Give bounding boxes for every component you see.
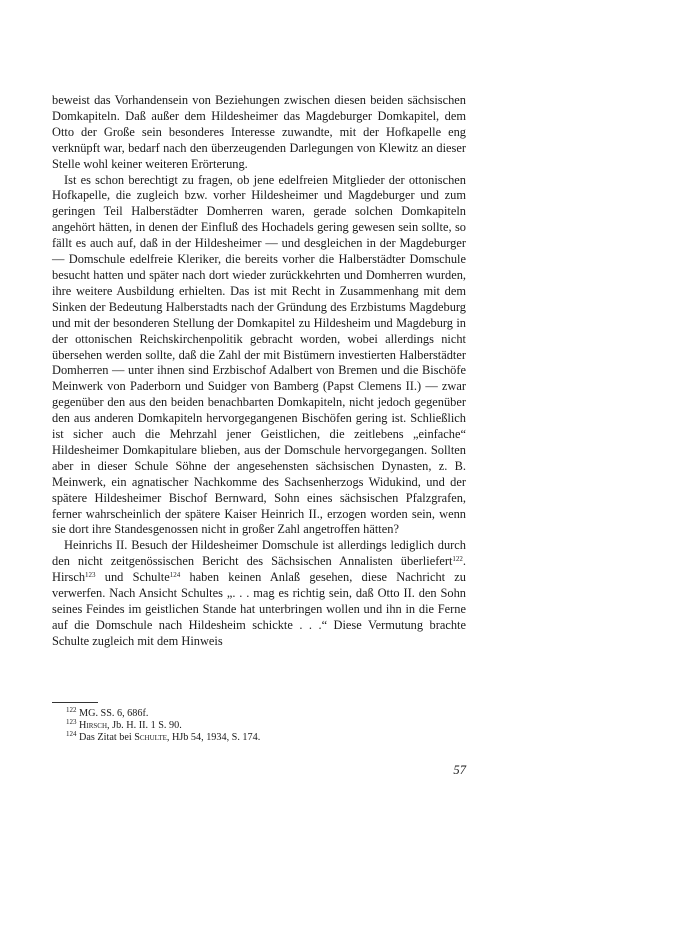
footnote-author: Hirsch [79,720,108,732]
footnote-text: , HJb 54, 1934, S. 174. [166,732,261,744]
paragraph-1: beweist das Vorhandensein von Beziehungen zwischen diesen beiden sächsischen Domkapiteln. Daß außer dem Hildesheimer das Magdeburger Domkapitel, dem Otto der Große sein besonderes Interesse zuwandte, mit der Hofkapelle eng verknüpft war, bedarf nach den überzeugenden Darlegungen von Klewitz an dieser Stelle wohl keiner weiteren Erörterung. [52,93,466,171]
footnote-ref-123: 123 [85,571,96,580]
paragraph-3 [52,538,466,649]
paragraph-2: Ist es schon berechtigt zu fragen, ob jene edelfreien Mitglieder der ottonischen Hofkapelle, die zugleich bzw. vorher Hildesheimer und Magdeburger und zum geringen Teil Halberstädter Domherren waren, gerade solchen Domkapiteln angehört hätten, in denen der Einfluß des Hochadels gering gewesen sein sollte, so fällt es auch auf, daß in der Hildesheimer — und desgleichen in der Magdeburger — Domschule edelfreie Kleriker, die bereits vorher die Halberstädter Domschule besucht hatten und später nach dort wieder zurückkehrten und Domherren wurden, ihre weitere Ausbildung erhielten. Das ist mit Recht in Zusammenhang mit dem Sinken der Bedeutung Halberstadts nach der Gründung des Erzbistums Magdeburg und mit der besonderen Stellung der Domkapitel zu Hildesheim und Magdeburg in der ottonischen Reichskirchenpolitik gebracht worden, wobei allerdings nicht übersehen werden sollte, daß die Zahl der mit Bistümern investierten Halberstädter Domherren — unter ihnen sind Erzbischof Adalbert von Bremen und die Bischöfe Meinwerk von Paderborn und Suidger von Bamberg (Papst Clemens II.) — zwar gegenüber den aus den beiden benachbarten Domkapiteln, nicht jedoch gegenüber den aus anderen Domkapiteln hervorgegangenen Bischöfen gering ist. Schließlich ist sicher auch die Mehrzahl jener Geistlichen, die zeitlebens „einfache“ Hildesheimer Domkapitulare blieben, aus der Domschule hervorgegangen. Sollten aber in dieser Schule Söhne der angesehensten sächsischen Dynasten, z. B. Meinwerk, ein agnatischer Nachkomme des Sachsenherzogs Widukind, und der spätere Hildesheimer Bischof Bernward, Sohn eines sächsischen Pfalzgrafen, ferner wahrscheinlich der spätere Kaiser Heinrich II., erzogen worden sein, wenn sie dort ihre Standesgenossen nicht in großer Zahl angetroffen hätten? [52,172,466,537]
footnote-122 [52,708,466,720]
main-text [52,93,466,650]
footnote-124 [52,732,466,744]
footnote-123 [52,720,466,732]
paragraph-3-text-d: haben keinen Anlaß gesehen, diese Nachricht zu verwerfen. Nach Ansicht Schultes „. . . mag es richtig sein, daß Otto II. den Sohn seines Feindes im geistlichen Stande hat unterbringen wollen und ihn in die Ferne auf die Domschule nach Hildesheim schickte . . .“ Diese Vermutung brachte Schulte zugleich mit dem Hinweis [52,570,467,648]
footnote-ref-124: 124 [169,571,181,580]
footnote-number: 124 [66,730,77,739]
footnote-author: Schulte [134,732,167,744]
paragraph-3-text-a: Heinrichs II. Besuch der Hildesheimer Domschule ist allerdings lediglich durch den nicht zeitgenössischen Bericht des Sächsischen Annalisten überliefert [52,538,466,569]
footnote-number: 122 [66,706,77,714]
footnote-divider [52,702,98,703]
footnotes [52,708,466,745]
paragraph-3-text-b: . Hirsch [52,554,466,585]
footnote-ref-122: 122 [452,555,463,564]
page-number: 57 [453,763,466,777]
paragraph-3-text-c: und Schulte [95,570,170,585]
footnote-text: , Jb. H. II. 1 S. 90. [107,720,182,732]
footnote-text: MG. SS. 6, 686f. [79,708,149,719]
footnote-number: 123 [66,718,77,727]
footnote-text: Das Zitat bei [79,732,135,744]
